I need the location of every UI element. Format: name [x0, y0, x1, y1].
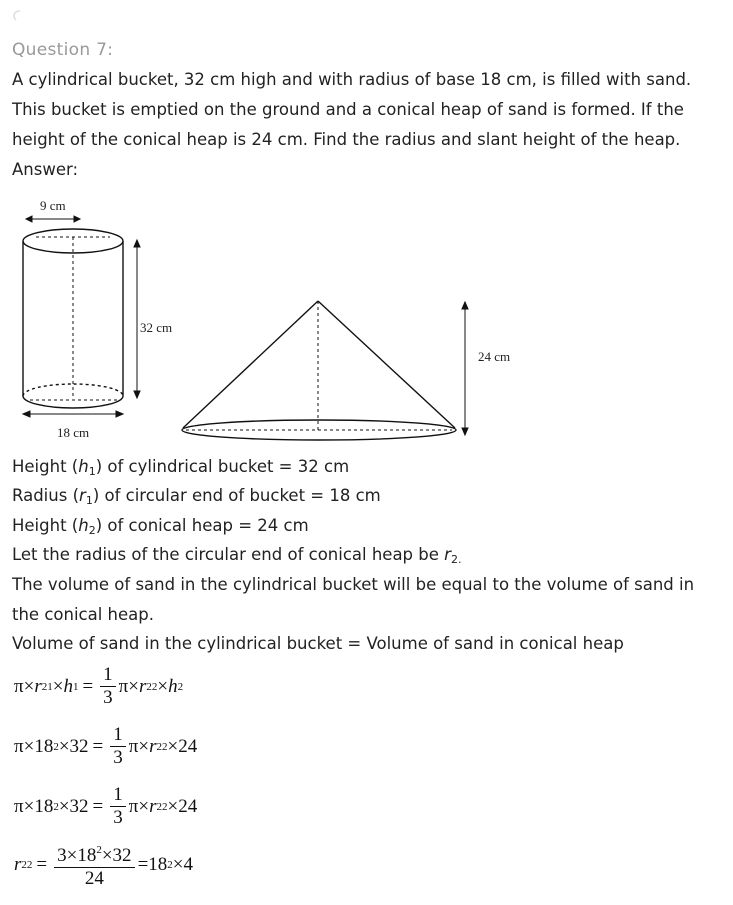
var-r: r: [149, 735, 157, 757]
number-24: 24: [178, 735, 198, 757]
sub: 2: [161, 800, 168, 813]
cyl-base-label: 18 cm: [57, 425, 90, 440]
fraction-one-third: [100, 665, 116, 708]
sup: 2: [167, 858, 173, 871]
number-24: 24: [178, 795, 198, 817]
pi-symbol: π: [128, 795, 139, 817]
sup: 2: [41, 680, 48, 693]
number-18: 18: [34, 735, 54, 757]
solution-line-6: Volume of sand in the cylindrical bucket = Volume of sand in conical heap: [12, 634, 624, 653]
times-symbol: ×: [157, 675, 169, 697]
cone-height-label: 24 cm: [478, 349, 511, 364]
fraction-one-third: [110, 725, 126, 768]
sup: 2: [156, 740, 162, 753]
l4-var: r: [444, 545, 451, 564]
equals-symbol: =: [92, 795, 104, 817]
times-symbol: ×: [52, 675, 64, 697]
frac-den: 3: [113, 747, 123, 768]
l1-pre: Height (: [12, 457, 79, 476]
sup: 2: [53, 800, 59, 813]
frac-den: 3: [103, 687, 113, 708]
var-r: r: [14, 853, 22, 875]
number-18: 18: [34, 795, 54, 817]
sub: 2: [177, 680, 184, 693]
l1-var: h: [78, 457, 89, 476]
number-32: 32: [69, 795, 89, 817]
pi-symbol: π: [14, 675, 24, 697]
equation-2: [14, 725, 197, 768]
frac-num-part: 3×18: [57, 845, 97, 866]
number-32: 32: [69, 735, 89, 757]
rhs: =18: [137, 853, 168, 875]
equation-1: [14, 665, 183, 708]
question-text: A cylindrical bucket, 32 cm high and with radius of base 18 cm, is filled with sand. This bucket is emptied on the ground and a conical heap of sand is formed. If the height of the conical heap is 24 cm. Find the radius and slant height of the heap.: [12, 70, 692, 149]
corner-mark-icon: [8, 8, 24, 24]
sup: 2: [156, 800, 162, 813]
sup: 2: [146, 680, 152, 693]
cylinder-top-arrow: [26, 216, 80, 222]
l3-pre: Height (: [12, 516, 79, 535]
sub: 2: [161, 740, 168, 753]
cylinder-base-arrow: [23, 411, 123, 417]
l2-pre: Radius (: [12, 486, 80, 505]
l3-sub: 2: [88, 524, 96, 537]
l4-sub: 2.: [450, 553, 462, 566]
var-h: h: [63, 675, 73, 697]
fraction-r2: [54, 840, 134, 889]
frac-num-tail: ×32: [101, 845, 132, 866]
times-symbol: ×: [167, 795, 179, 817]
frac-num: 1: [110, 785, 126, 807]
equals-symbol: =: [82, 675, 94, 697]
l1-sub: 1: [88, 465, 96, 478]
sub: 2: [151, 680, 158, 693]
equation-4: [14, 840, 193, 889]
question-title: Question 7:: [12, 40, 114, 60]
answer-label: Answer:: [12, 160, 79, 179]
cone-height-arrow: [462, 302, 468, 435]
l4-pre: Let the radius of the circular end of conical heap be: [12, 545, 445, 564]
cyl-height-label: 32 cm: [140, 320, 173, 335]
cylinder-cone-figure: [0, 190, 520, 450]
sub: 1: [72, 680, 79, 693]
var-r: r: [138, 675, 147, 697]
l2-var: r: [79, 486, 86, 505]
sup: 2: [53, 740, 59, 753]
l3-var: h: [78, 516, 89, 535]
times-symbol: ×: [23, 675, 35, 697]
frac-num: 1: [100, 665, 116, 687]
pi-symbol: π: [128, 735, 139, 757]
sub: 2: [26, 858, 33, 871]
frac-den: 3: [113, 807, 123, 828]
cone-diagram: [182, 301, 456, 440]
l2-post: ) of circular end of bucket = 18 cm: [92, 486, 381, 505]
times-symbol: ×: [23, 735, 35, 757]
rhs-tail: ×4: [172, 853, 193, 875]
times-symbol: ×: [23, 795, 35, 817]
l1-post: ) of cylindrical bucket = 32 cm: [95, 457, 350, 476]
cylinder-diagram: [23, 229, 123, 408]
fraction-one-third: [110, 785, 126, 828]
frac-den: 24: [84, 868, 104, 889]
sup: 2: [21, 858, 27, 871]
l2-sub: 1: [85, 494, 93, 507]
equation-3: [14, 785, 197, 828]
cyl-top-label: 9 cm: [40, 198, 66, 213]
pi-symbol: π: [118, 675, 129, 697]
equals-symbol: =: [36, 853, 48, 875]
times-symbol: ×: [167, 735, 179, 757]
frac-num: [54, 840, 134, 868]
l3-post: ) of conical heap = 24 cm: [95, 516, 309, 535]
pi-symbol: π: [14, 735, 24, 757]
times-symbol: ×: [138, 795, 150, 817]
solution-line-5: The volume of sand in the cylindrical bucket will be equal to the volume of sand in the conical heap.: [12, 575, 695, 624]
times-symbol: ×: [58, 735, 70, 757]
sub: 1: [47, 680, 53, 693]
sup: 2: [96, 844, 102, 856]
var-r: r: [34, 675, 42, 697]
var-r: r: [149, 795, 157, 817]
var-h: h: [168, 675, 178, 697]
pi-symbol: π: [14, 795, 24, 817]
times-symbol: ×: [138, 735, 150, 757]
times-symbol: ×: [128, 675, 139, 697]
equals-symbol: =: [92, 735, 104, 757]
times-symbol: ×: [58, 795, 70, 817]
frac-num: 1: [110, 725, 126, 747]
cylinder-height-arrow: [134, 240, 140, 398]
